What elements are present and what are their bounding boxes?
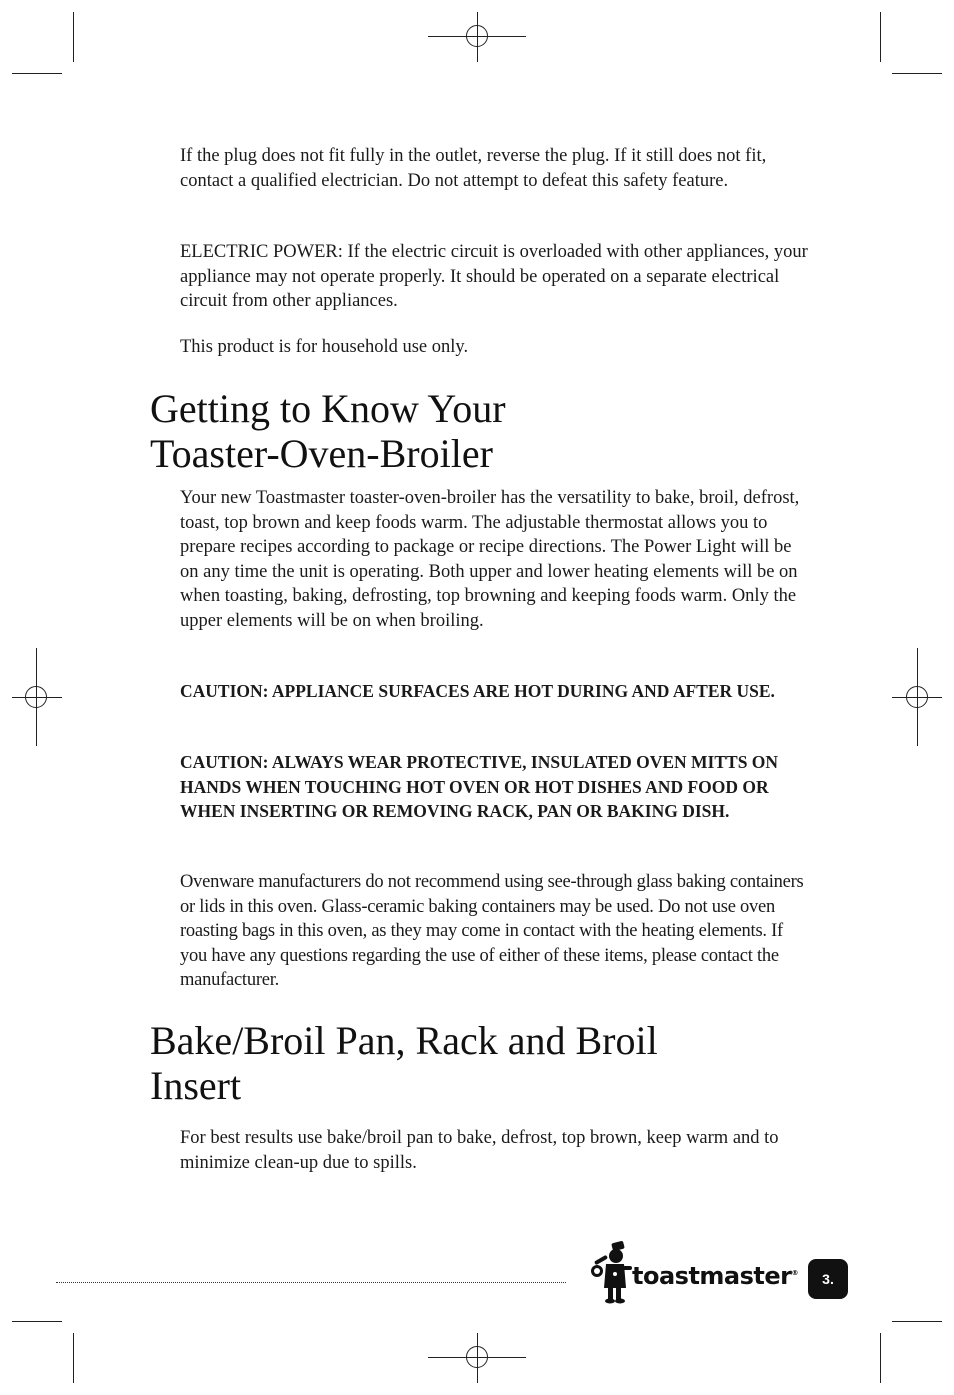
chef-mascot-icon xyxy=(590,1238,634,1304)
intro-paragraph: Your new Toastmaster toaster-oven-broiler has the versatility to bake, broil, defrost, toast, top brown and keep foods warm. The adjustable thermostat allows you to prepare recipes according to package or recipe directions. The Power Light will be on any time the unit is operating. Both upper and lower heating elements will be on when toasting, baking, defrosting, top browning and keeping foods warm. Only the upper elements will be on when broiling. xyxy=(180,488,800,631)
heading-getting-to-know xyxy=(150,386,850,476)
footer-dotted-rule xyxy=(56,1282,566,1283)
heading-line-2: Insert xyxy=(150,1063,242,1108)
heading-line-1: Bake/Broil Pan, Rack and Broil xyxy=(150,1018,658,1063)
household-use-paragraph: This product is for household use only. xyxy=(180,337,469,357)
caution-hot-surfaces: CAUTION: APPLIANCE SURFACES ARE HOT DURING AND AFTER USE. xyxy=(180,681,775,701)
toastmaster-logo xyxy=(590,1236,800,1306)
plug-paragraph: If the plug does not fit fully in the outlet, reverse the plug. If it still does not fit, contact a qualified electrician. Do not attempt to defeat this safety feature. xyxy=(180,146,767,191)
logo-wordmark: toastmaster® xyxy=(632,1262,798,1290)
heading-bake-broil-pan xyxy=(150,1018,850,1108)
heading-line-2: Toaster-Oven-Broiler xyxy=(150,431,493,476)
caution-oven-mitts: CAUTION: ALWAYS WEAR PROTECTIVE, INSULATED OVEN MITTS ON HANDS WHEN TOUCHING HOT OVEN OR HOT DISHES AND FOOD OR WHEN INSERTING OR REMOVING RACK, PAN OR BAKING DISH. xyxy=(180,752,779,821)
ovenware-paragraph: Ovenware manufacturers do not recommend using see-through glass baking containers or lids in this oven. Glass-ceramic baking containers may be used. Do not use oven roasting bags in this oven, as they may come in contact with the heating elements. If you have any questions regarding the use of either of these items, please contact the manufacturer. xyxy=(180,872,804,990)
heading-line-1: Getting to Know Your xyxy=(150,386,506,431)
page-number-badge: 3. xyxy=(808,1259,848,1299)
best-results-paragraph: For best results use bake/broil pan to bake, defrost, top brown, keep warm and to minimize clean-up due to spills. xyxy=(180,1128,779,1173)
electric-power-paragraph: ELECTRIC POWER: If the electric circuit is overloaded with other appliances, your appliance may not operate properly. It should be operated on a separate electrical circuit from other appliances. xyxy=(180,242,808,311)
